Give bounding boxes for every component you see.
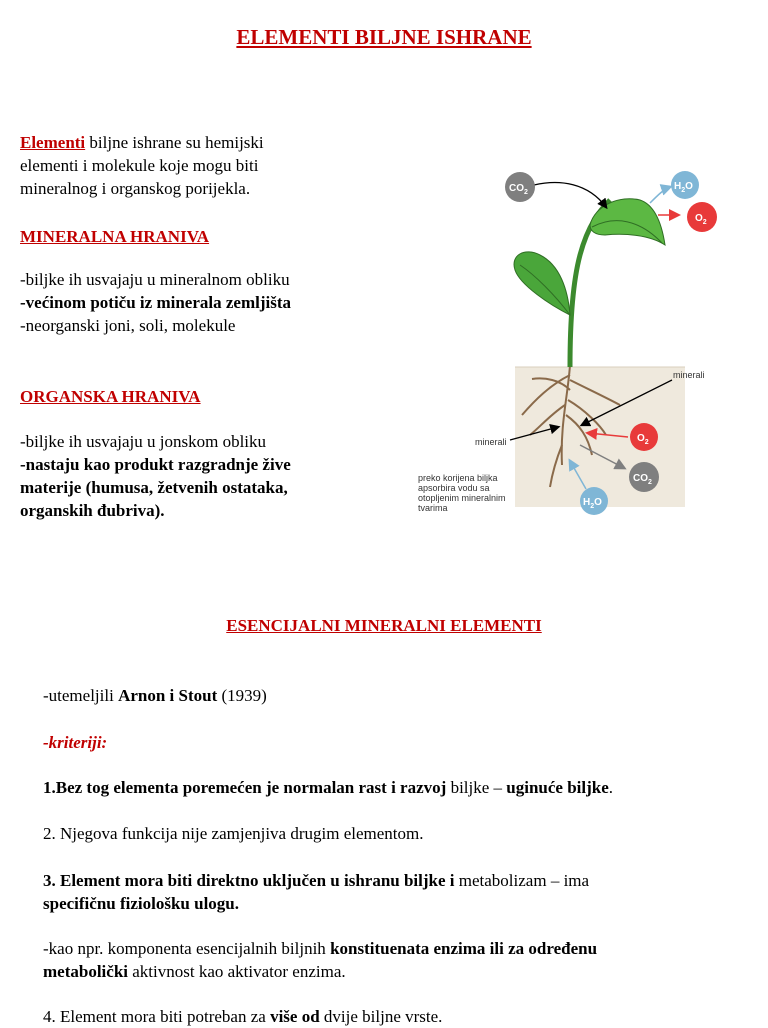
page-title: ELEMENTI BILJNE ISHRANE xyxy=(236,25,532,49)
h2o-out-arrow xyxy=(650,187,670,203)
svg-text:CO2: $CO_2$ xyxy=(509,183,528,196)
criterion-2: 2. Njegova funkcija nije zamjenjiva drugim elementom. xyxy=(43,824,424,843)
organic-list xyxy=(20,430,291,522)
label-minerali-left: minerali xyxy=(475,437,507,447)
founders-line: -utemeljili Arnon i Stout (1939) xyxy=(43,686,267,705)
founders-names: Arnon i Stout xyxy=(118,686,218,705)
label-minerali-top: minerali xyxy=(673,370,705,380)
co2-root-bubble xyxy=(629,462,659,492)
organic-heading: ORGANSKA HRANIVA xyxy=(20,387,201,406)
mineral-item-3: -neorganski joni, soli, molekule xyxy=(20,316,236,335)
organic-item-4: organskih đubriva). xyxy=(20,501,165,520)
mineral-list xyxy=(20,268,291,337)
essential-heading: ESENCIJALNI MINERALNI ELEMENTI xyxy=(226,616,542,635)
mineral-heading: MINERALNA HRANIVA xyxy=(20,227,210,246)
intro-paragraph xyxy=(20,131,340,200)
organic-item-3: materije (humusa, žetvenih ostataka, xyxy=(20,478,288,497)
criteria-label: -kriteriji: xyxy=(43,733,108,752)
intro-line2: elementi i molekule koje mogu biti xyxy=(20,156,259,175)
intro-line1: biljne ishrane su hemijski xyxy=(85,133,264,152)
criterion-4: 4. Element mora biti potreban za više od dvije biljne vrste. xyxy=(43,1007,443,1026)
co2-in-arrow xyxy=(534,183,606,207)
criterion-example: -kao npr. komponenta esencijalnih biljnih konstituenata enzima ili za određenu metabolički aktivnost kao aktivator enzima. xyxy=(43,939,598,981)
organic-item-2: -nastaju kao produkt razgradnje žive xyxy=(20,455,291,474)
intro-line3: mineralnog i organskog porijekla. xyxy=(20,179,251,198)
svg-text:CO2: $CO_2$ xyxy=(633,473,652,486)
mineral-item-1: -biljke ih usvajaju u mineralnom obliku xyxy=(20,270,290,289)
plant-diagram xyxy=(410,165,740,525)
criterion-3: 3. Element mora biti direktno uključen u ishranu biljke i metabolizam – ima specifičnu fiziološku ulogu. xyxy=(43,871,590,913)
label-root-absorption: preko korijena biljka apsorbira vodu sa otopljenim mineralnim tvarima xyxy=(418,473,506,513)
h2o-top-bubble xyxy=(671,171,699,199)
criterion-1: 1.Bez tog elementa poremećen je normalan rast i razvoj biljke – uginuće biljke. xyxy=(43,778,614,797)
co2-top-bubble xyxy=(505,172,535,202)
svg-text:H2O: $H_2O$ xyxy=(583,497,602,510)
svg-text:H2O: $H_2O$ xyxy=(674,181,693,194)
svg-text:O2: $O_2$ xyxy=(695,213,707,226)
o2-root-bubble xyxy=(630,423,658,451)
h2o-root-bubble xyxy=(580,487,608,515)
intro-term: Elementi xyxy=(20,133,86,152)
mineral-item-2: -većinom potiču iz minerala zemljišta xyxy=(20,293,291,312)
soil-area xyxy=(515,367,685,507)
o2-top-bubble xyxy=(687,202,717,232)
organic-item-1: -biljke ih usvajaju u jonskom obliku xyxy=(20,432,267,451)
svg-text:O2: $O_2$ xyxy=(637,433,649,446)
